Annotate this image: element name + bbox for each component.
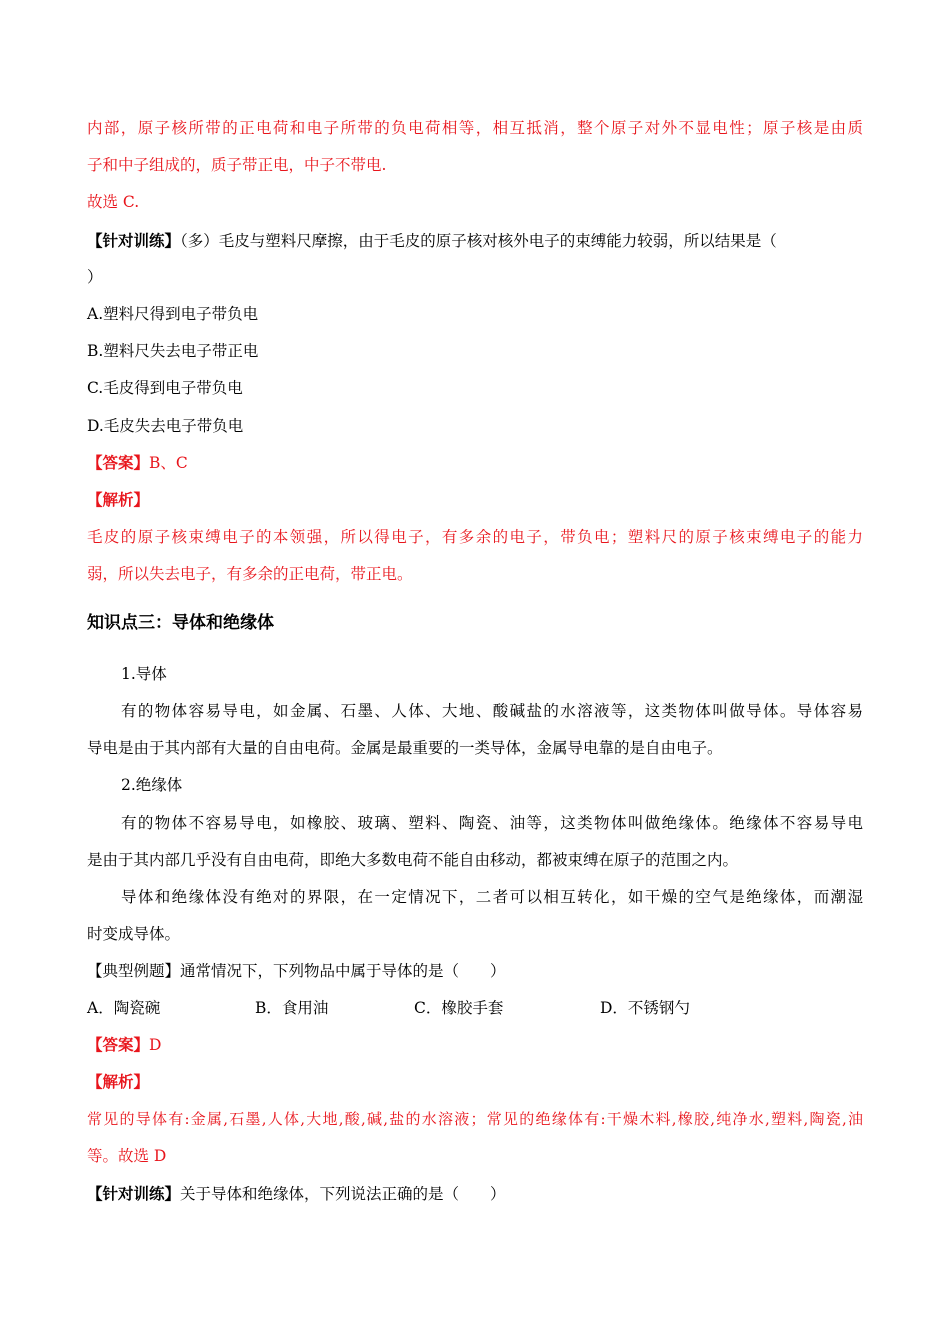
- training-tag: 【针对训练】: [87, 231, 181, 250]
- paragraph-line: 时变成导体。: [87, 925, 181, 943]
- answer-line: [87, 1035, 161, 1055]
- analysis-line: 常见的导体有:金属,石墨,人体,大地,酸,碱,盐的水溶液；常见的绝缘体有:干燥木料,橡胶,纯净水,塑料,陶瓷,油: [87, 1110, 863, 1128]
- answer-tag: 【答案】: [87, 1035, 150, 1054]
- training-question-text: （多）毛皮与塑料尺摩擦，由于毛皮的原子核对核外电子的束缚能力较弱，所以结果是（: [180, 232, 777, 250]
- answer-line: [87, 453, 188, 473]
- option-b: B.塑料尺失去电子带正电: [87, 342, 259, 360]
- explanation-line: 内部，原子核所带的正电荷和电子所带的负电荷相等，相互抵消，整个原子对外不显电性；原子核是由质: [87, 119, 863, 137]
- analysis-line: 毛皮的原子核束缚电子的本领强，所以得电子，有多余的电子，带负电；塑料尺的原子核束缚电子的能力: [87, 528, 863, 546]
- example-question: [87, 961, 506, 981]
- paragraph-line: 有的物体不容易导电，如橡胶、玻璃、塑料、陶瓷、油等，这类物体叫做绝缘体。绝缘体不容易导电: [121, 814, 863, 832]
- analysis-line: 等。故选 D: [87, 1147, 167, 1165]
- conclusion-line: 故选 C.: [87, 193, 140, 211]
- paragraph-line: 是由于其内部几乎没有自由电荷，即绝大多数电荷不能自由移动，都被束缚在原子的范围之内。: [87, 851, 739, 869]
- analysis-tag: 【解析】: [87, 490, 150, 509]
- option-c: C.毛皮得到电子带负电: [87, 379, 243, 397]
- answer-tag: 【答案】: [87, 453, 150, 472]
- paragraph-line: 导体和绝缘体没有绝对的界限，在一定情况下，二者可以相互转化，如干燥的空气是绝缘体，而潮湿: [121, 888, 863, 906]
- option-a: A.塑料尺得到电子带负电: [87, 305, 259, 323]
- explanation-line: 子和中子组成的，质子带正电，中子不带电.: [87, 156, 387, 174]
- paragraph-line: 导电是由于其内部有大量的自由电荷。金属是最重要的一类导体，金属导电靠的是自由电子。: [87, 739, 723, 757]
- example-option-c: C．橡胶手套: [414, 999, 504, 1017]
- example-tag: 【典型例题】: [87, 962, 181, 980]
- training-question-end: ）: [87, 268, 103, 286]
- answer-value: D: [149, 1036, 162, 1054]
- subsection-title: 2.绝缘体: [121, 776, 183, 794]
- training-tag: 【针对训练】: [87, 1184, 181, 1203]
- option-d: D.毛皮失去电子带负电: [87, 417, 244, 435]
- analysis-line: 弱，所以失去电子，有多余的正电荷，带正电。: [87, 565, 413, 583]
- training-question-text: 关于导体和绝缘体，下列说法正确的是（ ）: [180, 1185, 506, 1203]
- training-question: [87, 1184, 506, 1204]
- example-option-a: A．陶瓷碗: [87, 999, 161, 1017]
- subsection-title: 1.导体: [121, 665, 167, 683]
- answer-value: B、C: [149, 454, 188, 472]
- training-question: [87, 231, 777, 251]
- example-option-b: B．食用油: [255, 999, 329, 1017]
- section-heading: 知识点三：导体和绝缘体: [87, 613, 274, 633]
- paragraph-line: 有的物体容易导电，如金属、石墨、人体、大地、酸碱盐的水溶液等，这类物体叫做导体。导体容易: [121, 702, 863, 720]
- example-question-text: 通常情况下，下列物品中属于导体的是（ ）: [180, 962, 506, 980]
- example-option-d: D．不锈钢勺: [600, 999, 690, 1017]
- analysis-tag: 【解析】: [87, 1072, 150, 1091]
